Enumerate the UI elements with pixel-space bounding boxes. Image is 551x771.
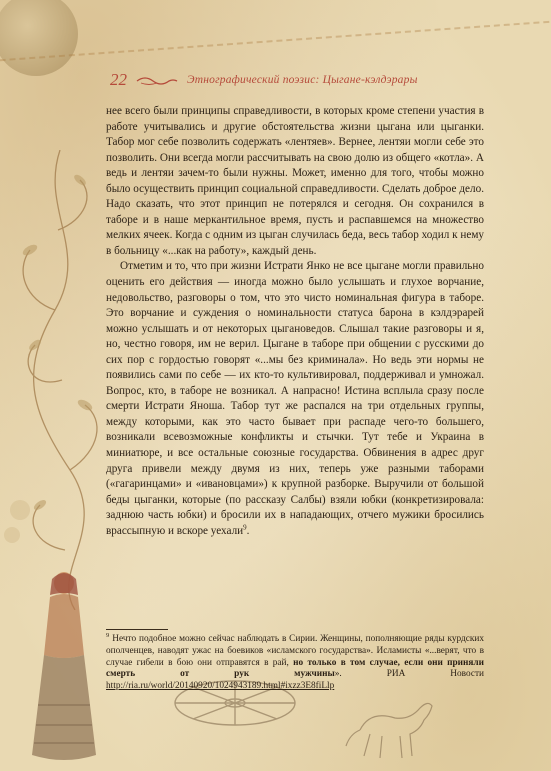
- paragraph: Отметим и то, что при жизни Истрати Янко не все цыгане могли правильно оценить его действия — иногда можно было услышать и глухое ворчание, недовольство, разговоры о том, что это чисто номинальная фигура в таборе. Это ворчание и суждения о номинальности статуса барона в кэлдэрарей можно услышать и от некоторых цыгановедов. Слышал такие разговоры и я, но, честно говоря, им не верил. Цыгане в таборе при общении с русскими до сих пор с гордостью говорят «...мы без криминала». Но ведь эти нормы не появились сами по себе — их кто-то культивировал, поддерживал и умножал. Вопрос, кто, в таборе не возникал. А напрасно! Истина всплыла сразу после смерти Истрати Яноша. Табор тут же распался на три отдельных группы, между которыми, как это часто бывает при распаде чего-то большего, возникали всевозможные конфликты и стычки. Тут тебе и Украина в миниатюре, и все остальные союзные государства. Обвинения в адрес друг друга привели между двумя из них, теперь уже разными таборами («гагаринцами» и «ивановцами») к крупной разборке. Выручили от большой беды цыганки, которые (по рассказу Салбы) взяли юбки (конкретизировала: заднюю часть юбки) и бросили их в нападающих, отчего мужики бросились врассыпную и вскоре уехали$^9$.: [106, 260, 484, 537]
- footnote-divider: [106, 629, 168, 630]
- footnote-link[interactable]: http://ria.ru/world/20140920/1024943189.html#ixzz3E8fiLlp: [106, 681, 335, 692]
- running-header: [110, 70, 530, 90]
- footnote-number: 9: [106, 631, 110, 639]
- main-text: [106, 104, 484, 539]
- gypsy-woman-figure: [28, 565, 100, 771]
- page-number: 22: [110, 70, 127, 89]
- footnote-reference[interactable]: 9: [243, 523, 247, 532]
- header-flourish-icon: [135, 73, 179, 87]
- footnote: [106, 631, 484, 693]
- floral-vine-ornament: [0, 150, 110, 610]
- footnote-text-tail: ». РИА Новости: [334, 669, 484, 680]
- footnote-text: Нечто подобное можно сейчас наблюдать в Сирии. Женщины, пополняющие ряды курдских ополченцев, наводят ужас на боевиков «исламского государства». Исламисты «...верят, что в случае гибели в бою они отправятся в рай,: [106, 634, 484, 668]
- horse-figure: [340, 690, 450, 765]
- paragraph-text: Отметим и то, что при жизни Истрати Янко не все цыгане могли правильно оценить его действия — иногда можно было услышать и глухое ворчание, недовольство, разговоры о том, что это чисто номинальная фигура в таборе. Это ворчание и суждения о номинальности статуса барона в кэлдэрарей можно услышать и от некоторых цыгановедов. Слышал такие разговоры и я, но, честно говоря, им не верил. Цыгане в таборе при общении с русскими до сих пор с гордостью говорят «...мы без криминала». Но ведь эти нормы не появились сами по себе — их кто-то культивировал, поддерживал и умножал. Вопрос, кто, в таборе не возникал. А напрасно! Истина всплыла сразу после смерти Истрати Яноша. Табор тут же распался на три отдельных группы, между которыми, как это часто бывает при распаде чего-то большего, возникали всевозможные конфликты и стычки. Тут тебе и Украина в миниатюре, и все остальные союзные государства. Обвинения в адрес друг друга привели между двумя из них, теперь уже разными таборами («гагаринцами» и «ивановцами») к крупной разборке. Выручили от большой беды цыганки, которые (по рассказу Салбы) взяли юбки (конкретизировала: заднюю часть юбки) и бросили их в нападающих, отчего мужики бросились врассыпную и вскоре уехали: [106, 260, 484, 537]
- running-title: Этнографический поэзис: Цыгане-кэлдэрары: [187, 74, 418, 86]
- paragraph: нее всего были принципы справедливости, в которых кроме степени участия в работе учитывались и другие обстоятельства жизни цыгана или цыганки. Табор мог себе позволить содержать «лентяев». Вернее, лентяи могли себе это позволить. Они всегда могли рассчитывать на свою долю из общего «котла». А ведь и лентяи зачем-то были нужны. Может, именно для того, чтобы можно было осуществить принцип социальной справедливости. Сделать доброе дело. Надо сказать, что этот принцип не потерялся и сегодня. Он сохранился в таборе и в наше меркантильное время, пусть и распавшемся на множество мелких ячеек. Когда с одним из цыган случилась беда, весь табор ходил к нему в больницу «...как на работу», каждый день.: [106, 105, 484, 257]
- footnote-emphasis: но только в том случае, если они приняли смерть от рук мужчины: [106, 657, 484, 680]
